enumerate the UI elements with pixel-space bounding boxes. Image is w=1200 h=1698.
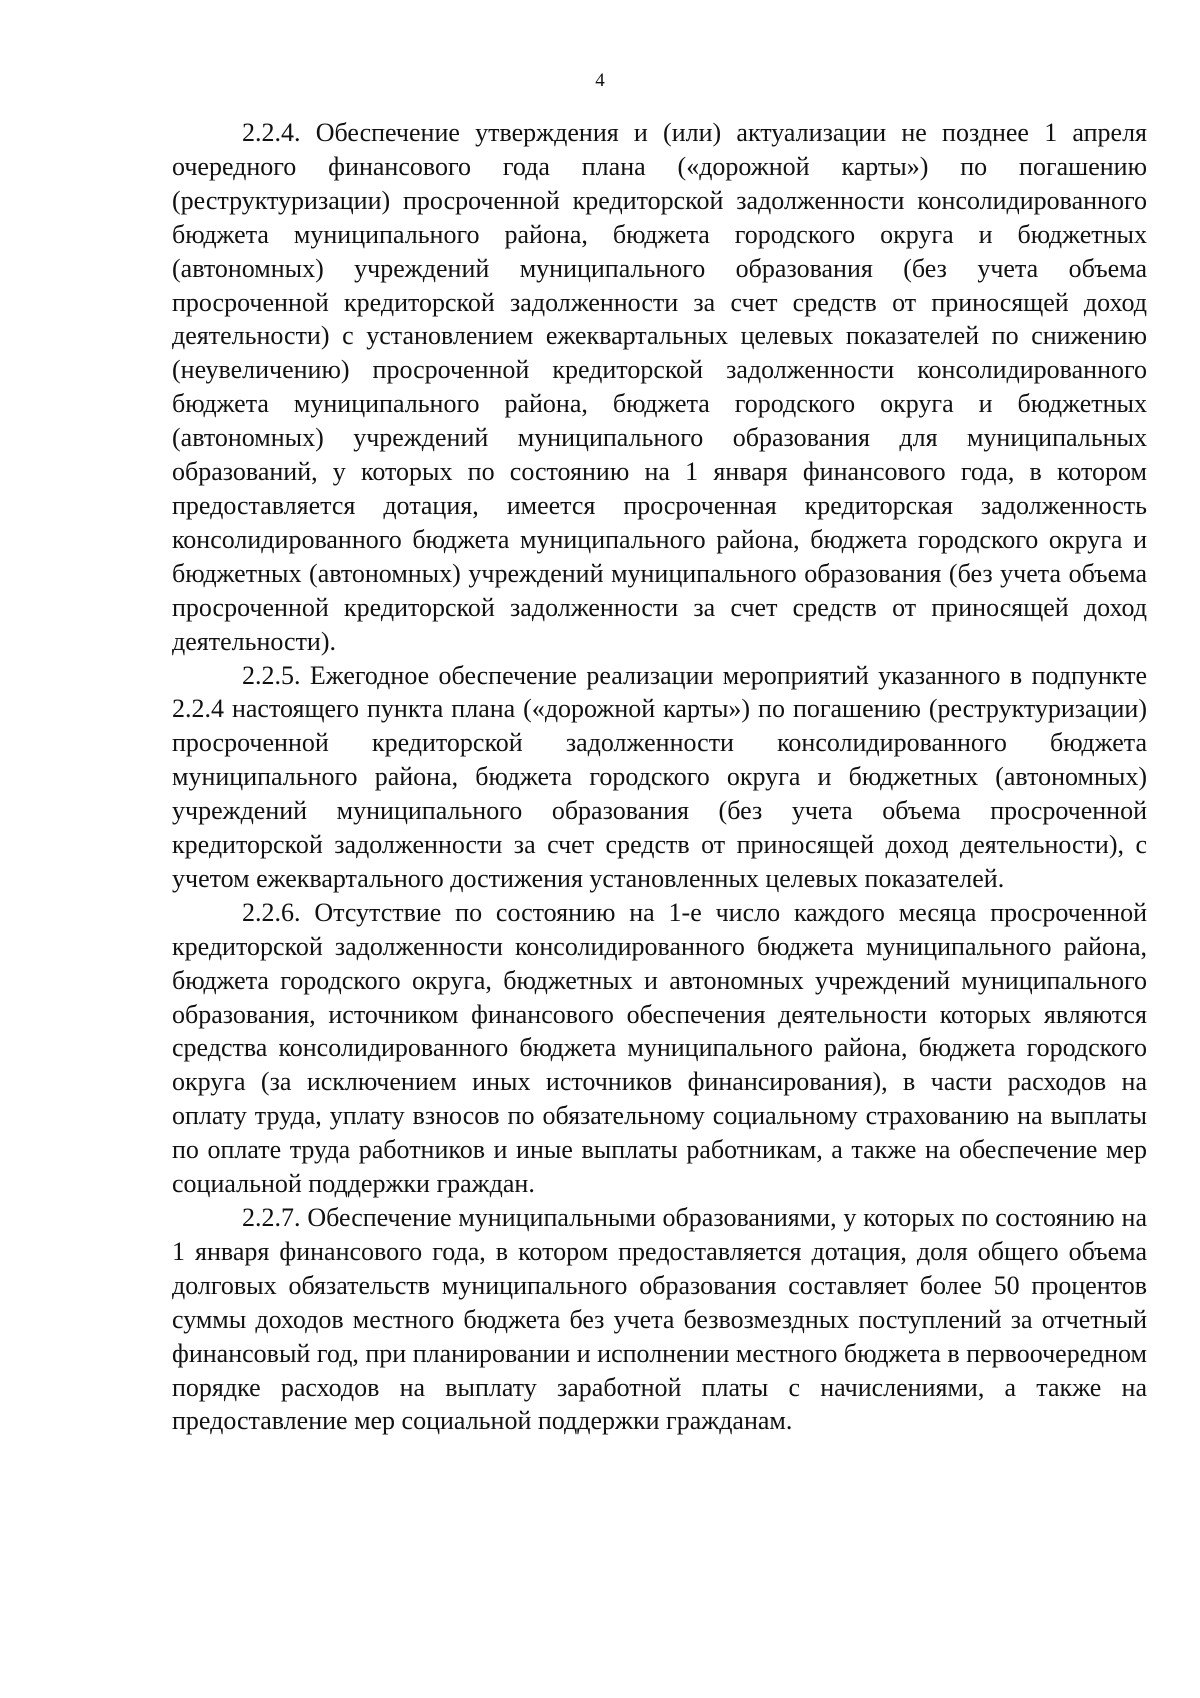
paragraph-number: 2.2.5. bbox=[242, 660, 301, 690]
paragraph-number: 2.2.7. bbox=[242, 1203, 301, 1232]
paragraph-2-2-7 bbox=[172, 1201, 1147, 1438]
document-body bbox=[172, 116, 1147, 1438]
paragraph-2-2-5 bbox=[172, 659, 1147, 896]
page-number: 4 bbox=[595, 70, 605, 91]
paragraph-text: Обеспечение утверждения и (или) актуализации не позднее 1 апреля очередного финансового года плана («дорожной карты») по погашению (реструктуризации) просроченной кредиторской задолженности консолидированного бюджета муниципального района, бюджета городского округа и бюджетных (автономных) учреждений муниципального образования (без учета объема просроченной кредиторской задолженности за счет средств от приносящей доход деятельности) с установлением ежеквартальных целевых показателей по снижению (неувеличению) просроченной кредиторской задолженности консолидированного бюджета муниципального района, бюджета городского округа и бюджетных (автономных) учреждений муниципального образования для муниципальных образований, у которых по состоянию на 1 января финансового года, в котором предоставляется дотация, имеется просроченная кредиторская задолженность консолидированного бюджета муниципального района, бюджета городского округа и бюджетных (автономных) учреждений муниципального образования (без учета объема просроченной кредиторской задолженности за счет средств от приносящей доход деятельности). bbox=[172, 118, 1148, 656]
paragraph-number: 2.2.6. bbox=[242, 897, 301, 927]
paragraph-text: Обеспечение муниципальными образованиями, у которых по состоянию на 1 января финансового года, в котором предоставляется дотация, доля общего объема долговых обязательств муниципального образования составляет более 50 процентов суммы доходов местного бюджета без учета безвозмездных поступлений за отчетный финансовый год, при планировании и исполнении местного бюджета в первоочередном порядке расходов на выплату заработной платы с начислениями, а также на предоставление мер социальной поддержки гражданам. bbox=[172, 1203, 1148, 1436]
paragraph-text: Ежегодное обеспечение реализации мероприятий указанного в подпункте 2.2.4 настоящего пункта плана («дорожной карты») по погашению (реструктуризации) просроченной кредиторской задолженности консолидированного бюджета муниципального района, бюджета городского округа и бюджетных (автономных) учреждений муниципального образования (без учета объема просроченной кредиторской задолженности за счет средств от приносящей доход деятельности), с учетом ежеквартального достижения установленных целевых показателей. bbox=[172, 660, 1147, 893]
paragraph-2-2-4 bbox=[172, 116, 1147, 659]
paragraph-2-2-6 bbox=[172, 896, 1147, 1201]
paragraph-number: 2.2.4. bbox=[242, 118, 301, 147]
paragraph-text: Отсутствие по состоянию на 1-е число каждого месяца просроченной кредиторской задолженности консолидированного бюджета муниципального района, бюджета городского округа, бюджетных и автономных учреждений муниципального образования, источником финансового обеспечения деятельности которых являются средства консолидированного бюджета муниципального района, бюджета городского округа (за исключением иных источников финансирования), в части расходов на оплату труда, уплату взносов по обязательному социальному страхованию на выплаты по оплате труда работников и иные выплаты работникам, а также на обеспечение мер социальной поддержки граждан. bbox=[172, 897, 1148, 1199]
